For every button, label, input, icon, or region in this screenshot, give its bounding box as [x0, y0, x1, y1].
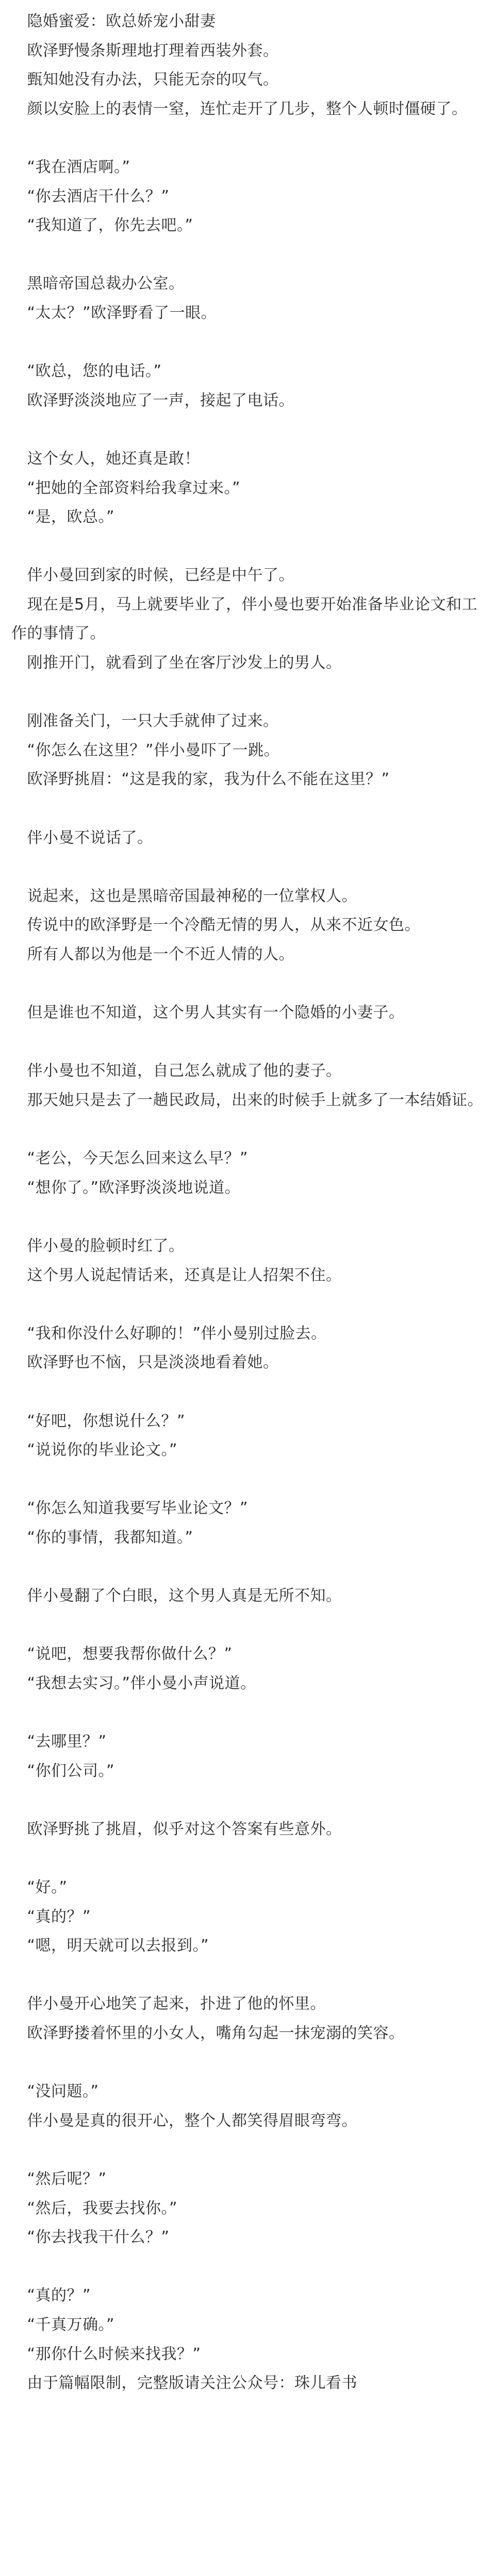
- paragraph: 伴小曼开心地笑了起来，扑进了他的怀里。: [11, 1995, 326, 2013]
- paragraph: 由于篇幅限制，完整版请关注公众号：珠儿看书: [11, 2374, 357, 2393]
- paragraph: 说起来，这也是黑暗帝国最神秘的一位掌权人。: [11, 887, 357, 905]
- paragraph: 刚准备关门，一只大手就伸了过来。: [11, 712, 279, 731]
- paragraph: 欧泽野慢条斯理地打理着西装外套。: [11, 41, 279, 60]
- paragraph-gap: [11, 241, 484, 270]
- paragraph: “没问题。”: [11, 2082, 99, 2101]
- paragraph-gap: [11, 1378, 484, 1407]
- paragraph: “好。”: [11, 1878, 68, 1896]
- paragraph: 黑暗帝国总裁办公室。: [11, 275, 185, 293]
- paragraph-gap: [11, 1115, 484, 1145]
- paragraph: “老公，今天怎么回来这么早？”: [11, 1149, 249, 1168]
- paragraph-gap: [11, 2136, 484, 2165]
- paragraph: 欧泽野挑了挑眉，似乎对这个答案有些意外。: [11, 1820, 342, 1838]
- paragraph-gap: [11, 970, 484, 999]
- paragraph-gap: [11, 1786, 484, 1815]
- paragraph: “我想去实习。”伴小曼小声说道。: [11, 1674, 256, 1692]
- paragraph: “欧总，您的电话。”: [11, 362, 162, 381]
- paragraph-gap: [11, 853, 484, 882]
- paragraph: “太太？”欧泽野看了一眼。: [11, 303, 217, 322]
- paragraph-gap: [11, 1202, 484, 1232]
- paragraph: 颜以安脸上的表情一窒，连忙走开了几步，整个人顿时僵硬了。: [11, 99, 468, 118]
- paragraph: 伴小曼是真的很开心，整个人都笑得眉眼弯弯。: [11, 2111, 357, 2130]
- paragraph: “你去找我干什么？”: [11, 2228, 170, 2247]
- paragraph: “说吧，想要我帮你做什么？”: [11, 1645, 233, 1664]
- paragraph: “我知道了，你先去吧。”: [11, 216, 193, 235]
- paragraph: “说说你的毕业论文。”: [11, 1441, 178, 1460]
- paragraph-gap: [11, 1844, 484, 1873]
- paragraph-gap: [11, 1961, 484, 1990]
- paragraph: “是，欧总。”: [11, 508, 115, 527]
- paragraph: “想你了。”欧泽野淡淡地说道。: [11, 1178, 241, 1197]
- paragraph: “你的事情，我都知道。”: [11, 1528, 193, 1547]
- paragraph: “那你什么时候来找我？”: [11, 2345, 201, 2363]
- paragraph: “然后呢？”: [11, 2170, 107, 2188]
- paragraph-gap: [11, 124, 484, 153]
- paragraph: “然后，我要去找你。”: [11, 2199, 178, 2217]
- paragraph: 那天她只是去了一趟民政局，出来的时候手上就多了一本结婚证。: [11, 1091, 483, 1109]
- paragraph: 欧泽野淡淡地应了一声，接起了电话。: [11, 391, 294, 410]
- paragraph-gap: [11, 1028, 484, 1057]
- paragraph: “你们公司。”: [11, 1761, 115, 1780]
- paragraph-gap: [11, 1611, 484, 1640]
- paragraph: 刚推开门，就看到了坐在客厅沙发上的男人。: [11, 654, 342, 672]
- paragraph: 伴小曼也不知道，自己怎么就成了他的妻子。: [11, 1062, 342, 1080]
- paragraph-gap: [11, 532, 484, 562]
- paragraph: “嗯，明天就可以去报到。”: [11, 1937, 209, 1955]
- paragraph-gap: [11, 328, 484, 358]
- paragraph: 这个男人说起情话来，还真是让人招架不住。: [11, 1266, 342, 1284]
- paragraph-gap: [11, 2048, 484, 2078]
- paragraph: 伴小曼不说话了。: [11, 828, 153, 847]
- paragraph: 欧泽野也不恼，只是淡淡地看着她。: [11, 1353, 279, 1372]
- paragraph: 所有人都以为他是一个不近人情的人。: [11, 945, 294, 963]
- paragraph-gap: [11, 1698, 484, 1727]
- paragraph: “你去酒店干什么？”: [11, 187, 170, 206]
- paragraph: “去哪里？”: [11, 1733, 107, 1751]
- paragraph: “把她的全部资料给我拿过来。”: [11, 479, 241, 497]
- paragraph: 甄知她没有办法，只能无奈的叹气。: [11, 71, 279, 89]
- paragraph-gap: [11, 1290, 484, 1319]
- paragraph: “千真万确。”: [11, 2315, 115, 2334]
- paragraph: 伴小曼回到家的时候，已经是中午了。: [11, 566, 294, 585]
- paragraph: 隐婚蜜爱：欧总娇宠小甜妻: [11, 12, 216, 30]
- paragraph-gap: [11, 1465, 484, 1495]
- paragraph: 欧泽野挑眉：“这是我的家，我为什么不能在这里？”: [11, 770, 390, 789]
- paragraph-gap: [11, 678, 484, 707]
- paragraph-gap: [11, 2252, 484, 2282]
- paragraph: “真的？”: [11, 1907, 91, 1926]
- paragraph: “你怎么知道我要写毕业论文？”: [11, 1499, 249, 1518]
- paragraph: 但是谁也不知道，这个男人其实有一个隐婚的小妻子。: [11, 1004, 405, 1022]
- paragraph: “你怎么在这里？”伴小曼吓了一跳。: [11, 741, 280, 759]
- paragraph-gap: [11, 1552, 484, 1582]
- paragraph: “好吧，你想说什么？”: [11, 1412, 186, 1430]
- paragraph-gap: [11, 794, 484, 824]
- paragraph: “我和你没什么好聊的！”伴小曼别过脸去。: [11, 1324, 327, 1343]
- paragraph: 现在是5月，马上就要毕业了，伴小曼也要开始准备毕业论文和工作的事情了。: [11, 595, 478, 643]
- paragraph: “真的？”: [11, 2286, 91, 2305]
- paragraph: 伴小曼的脸顿时红了。: [11, 1236, 185, 1255]
- paragraph: 传说中的欧泽野是一个冷酷无情的男人，从来不近女色。: [11, 916, 420, 935]
- paragraph: “我在酒店啊。”: [11, 158, 130, 176]
- paragraph: 伴小曼翻了个白眼，这个男人真是无所不知。: [11, 1587, 342, 1605]
- paragraph-gap: [11, 415, 484, 445]
- paragraph: 欧泽野搂着怀里的小女人，嘴角勾起一抹宠溺的笑容。: [11, 2024, 405, 2042]
- paragraph: 这个女人，她还真是敢！: [11, 449, 200, 468]
- article-body: [11, 7, 484, 2398]
